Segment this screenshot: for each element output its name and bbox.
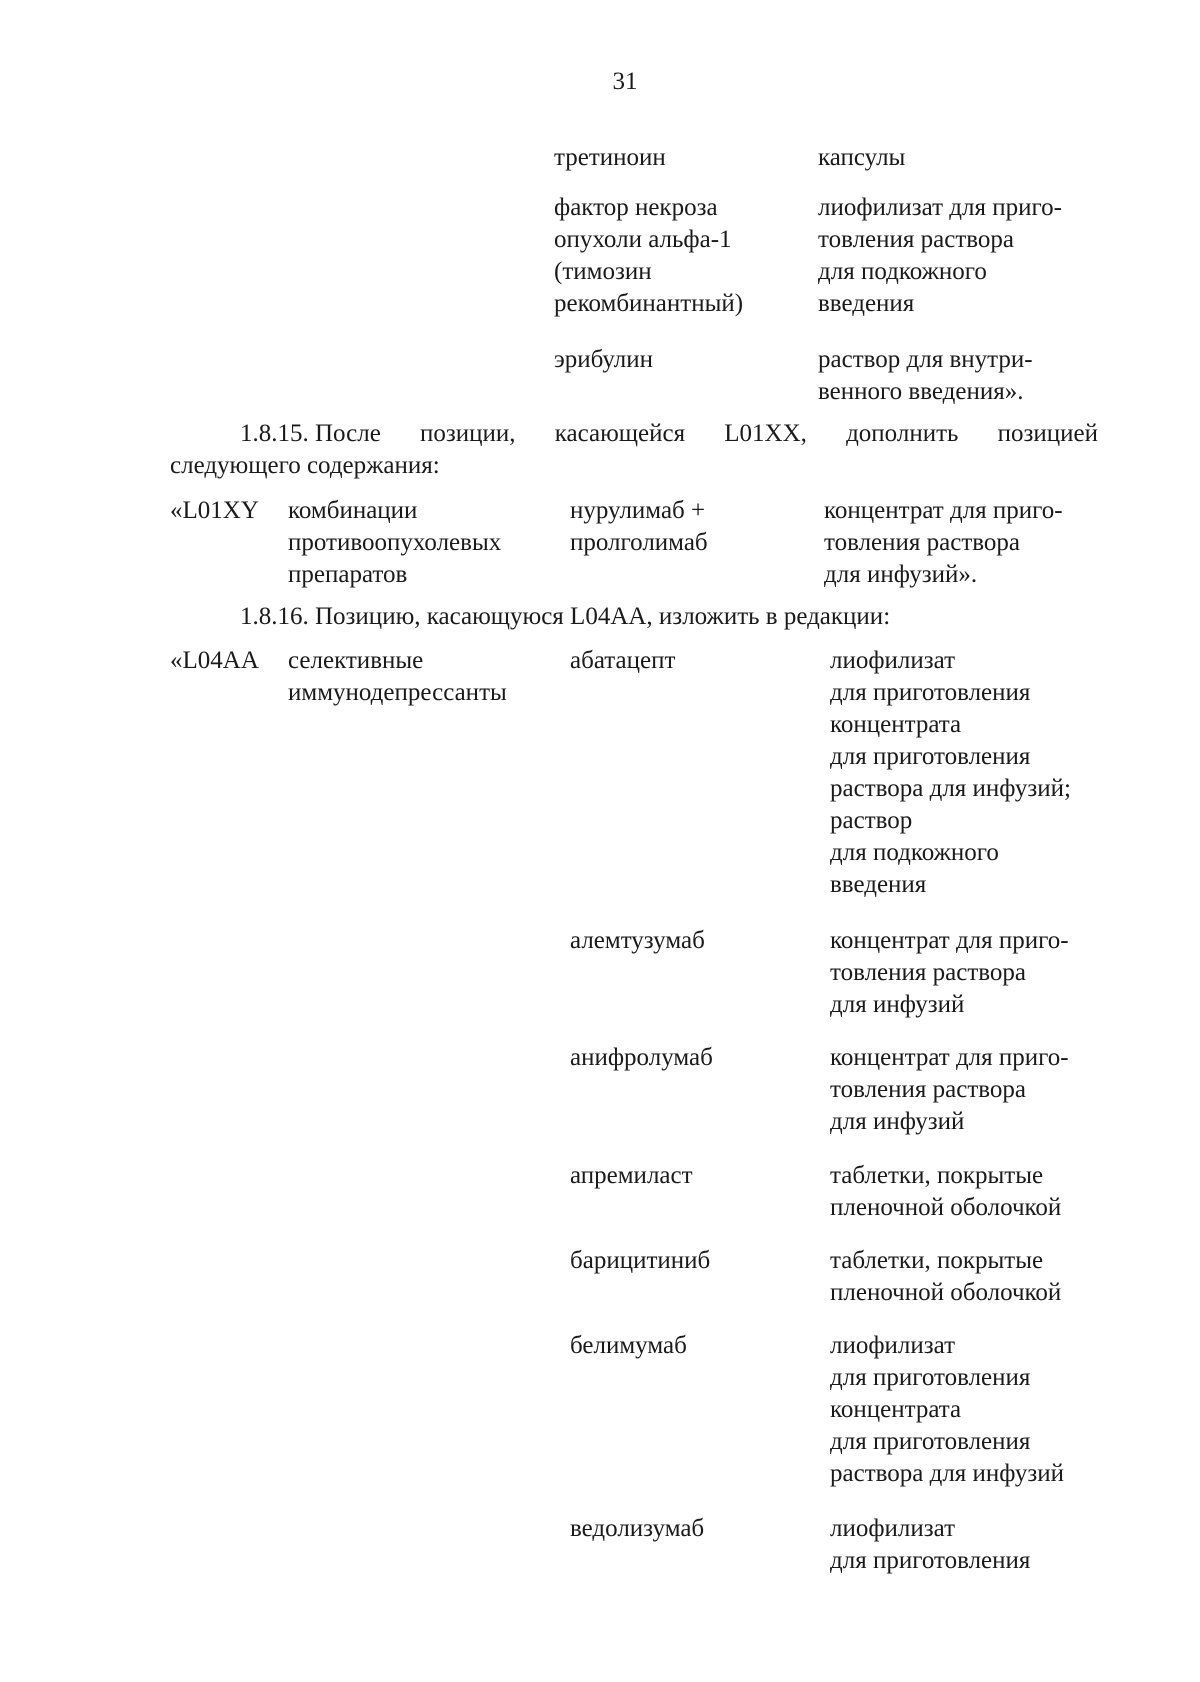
atc-group-name: противоопухолевых — [288, 529, 502, 556]
paragraph-word: L01XX, — [724, 420, 807, 447]
drug-name: алемтузумаб — [570, 927, 705, 954]
paragraph-1-8-15-line-1 — [240, 418, 1098, 450]
dosage-form: раствор для внутри- — [818, 346, 1033, 373]
drug-name: анифролумаб — [570, 1044, 713, 1071]
drug-name: ведолизумаб — [570, 1515, 705, 1542]
paragraph-word: касающейся — [554, 420, 686, 447]
dosage-form: для приготовления — [830, 1547, 1031, 1574]
dosage-form: введения — [818, 290, 915, 317]
drug-name: барицитиниб — [570, 1247, 711, 1274]
dosage-form: для приготовления — [830, 743, 1031, 770]
drug-name: абатацепт — [570, 647, 676, 674]
drug-name: (тимозин — [554, 258, 652, 285]
dosage-form: пленочной оболочкой — [830, 1194, 1062, 1221]
dosage-form: товления раствора — [818, 226, 1014, 253]
dosage-form: раствор — [830, 807, 913, 834]
paragraph-word: позиции, — [420, 420, 516, 447]
dosage-form: пленочной оболочкой — [830, 1279, 1062, 1306]
dosage-form: концентрата — [830, 711, 962, 738]
dosage-form: концентрата — [830, 1396, 962, 1423]
atc-code: «L04AA — [170, 647, 259, 674]
dosage-form: концентрат для приго- — [830, 1044, 1069, 1071]
dosage-form: капсулы — [818, 144, 906, 171]
atc-group-name: селективные — [288, 647, 424, 674]
atc-group-name: препаратов — [288, 561, 408, 588]
drug-name: третиноин — [554, 144, 666, 171]
drug-name: пролголимаб — [570, 529, 708, 556]
dosage-form: для инфузий — [830, 991, 965, 1018]
dosage-form: товления раствора — [824, 529, 1020, 556]
dosage-form: для приготовления — [830, 1428, 1031, 1455]
drug-name: фактор некроза — [554, 194, 718, 221]
dosage-form: для инфузий». — [824, 561, 978, 588]
dosage-form: для приготовления — [830, 679, 1031, 706]
dosage-form: товления раствора — [830, 1076, 1026, 1103]
dosage-form: для инфузий — [830, 1108, 965, 1135]
dosage-form: лиофилизат — [830, 647, 956, 674]
dosage-form: лиофилизат для приго- — [818, 194, 1062, 221]
paragraph-word: 1.8.15. После — [240, 420, 381, 447]
dosage-form: для подкожного — [818, 258, 987, 285]
atc-code: «L01XY — [170, 497, 259, 524]
dosage-form: для подкожного — [830, 839, 999, 866]
dosage-form: лиофилизат — [830, 1332, 956, 1359]
drug-name: опухоли альфа-1 — [554, 226, 732, 253]
dosage-form: раствора для инфузий — [830, 1460, 1065, 1487]
dosage-form: концентрат для приго- — [830, 927, 1069, 954]
atc-group-name: иммунодепрессанты — [288, 679, 507, 706]
paragraph-word: позицией — [997, 420, 1098, 447]
paragraph-1-8-16: 1.8.16. Позицию, касающуюся L04AA, изложить в редакции: — [240, 603, 891, 630]
dosage-form: товления раствора — [830, 959, 1026, 986]
paragraph-word: дополнить — [846, 420, 959, 447]
dosage-form: раствора для инфузий; — [830, 775, 1071, 802]
dosage-form: лиофилизат — [830, 1515, 956, 1542]
drug-name: рекомбинантный) — [554, 290, 744, 317]
drug-name: эрибулин — [554, 346, 654, 373]
drug-name: нурулимаб + — [570, 497, 706, 524]
page-number: 31 — [612, 68, 638, 95]
dosage-form: венного введения». — [818, 378, 1024, 405]
dosage-form: таблетки, покрытые — [830, 1247, 1044, 1274]
drug-name: белимумаб — [570, 1332, 687, 1359]
dosage-form: концентрат для приго- — [824, 497, 1063, 524]
dosage-form: таблетки, покрытые — [830, 1162, 1044, 1189]
atc-group-name: комбинации — [288, 497, 418, 524]
paragraph-1-8-15-line-2: следующего содержания: — [170, 452, 440, 479]
dosage-form: для приготовления — [830, 1364, 1031, 1391]
dosage-form: введения — [830, 871, 927, 898]
drug-name: апремиласт — [570, 1162, 693, 1189]
